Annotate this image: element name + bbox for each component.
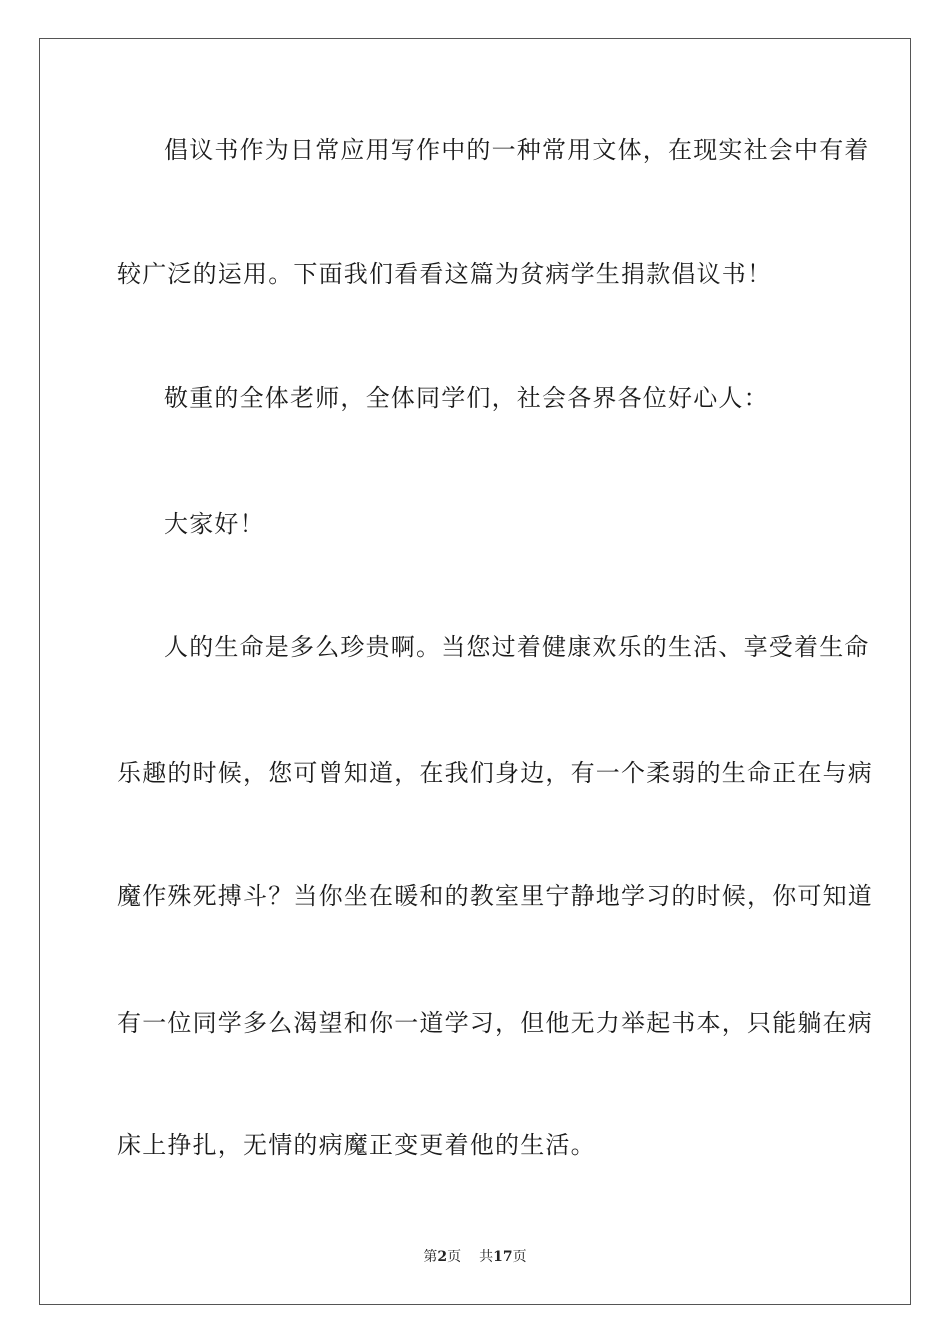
total-suffix: 页 — [512, 1249, 527, 1265]
paragraph-2-line-4: 有一位同学多么渴望和你一道学习，但他无力举起书本，只能躺在病 — [117, 1009, 873, 1037]
page-frame — [39, 38, 911, 1305]
paragraph-2-line-3: 魔作殊死搏斗？当你坐在暖和的教室里宁静地学习的时候，你可知道 — [117, 882, 873, 910]
page-prefix: 第 — [423, 1249, 438, 1265]
greeting: 大家好！ — [164, 510, 265, 538]
total-prefix: 共 — [479, 1249, 494, 1265]
salutation: 敬重的全体老师，全体同学们，社会各界各位好心人： — [164, 384, 769, 412]
paragraph-2-line-5: 床上挣扎，无情的病魔正变更着他的生活。 — [117, 1131, 596, 1159]
page-suffix: 页 — [447, 1249, 462, 1265]
paragraph-1-line-1: 倡议书作为日常应用写作中的一种常用文体，在现实社会中有着 — [164, 136, 870, 164]
paragraph-2-line-2: 乐趣的时候，您可曾知道，在我们身边，有一个柔弱的生命正在与病 — [117, 759, 873, 787]
page-total: 17 — [493, 1249, 513, 1265]
paragraph-2-line-1: 人的生命是多么珍贵啊。当您过着健康欢乐的生活、享受着生命 — [164, 633, 870, 661]
page-current: 2 — [437, 1249, 448, 1265]
page-footer — [0, 1247, 950, 1267]
paragraph-1-line-2: 较广泛的运用。下面我们看看这篇为贫病学生捐款倡议书！ — [117, 260, 773, 288]
